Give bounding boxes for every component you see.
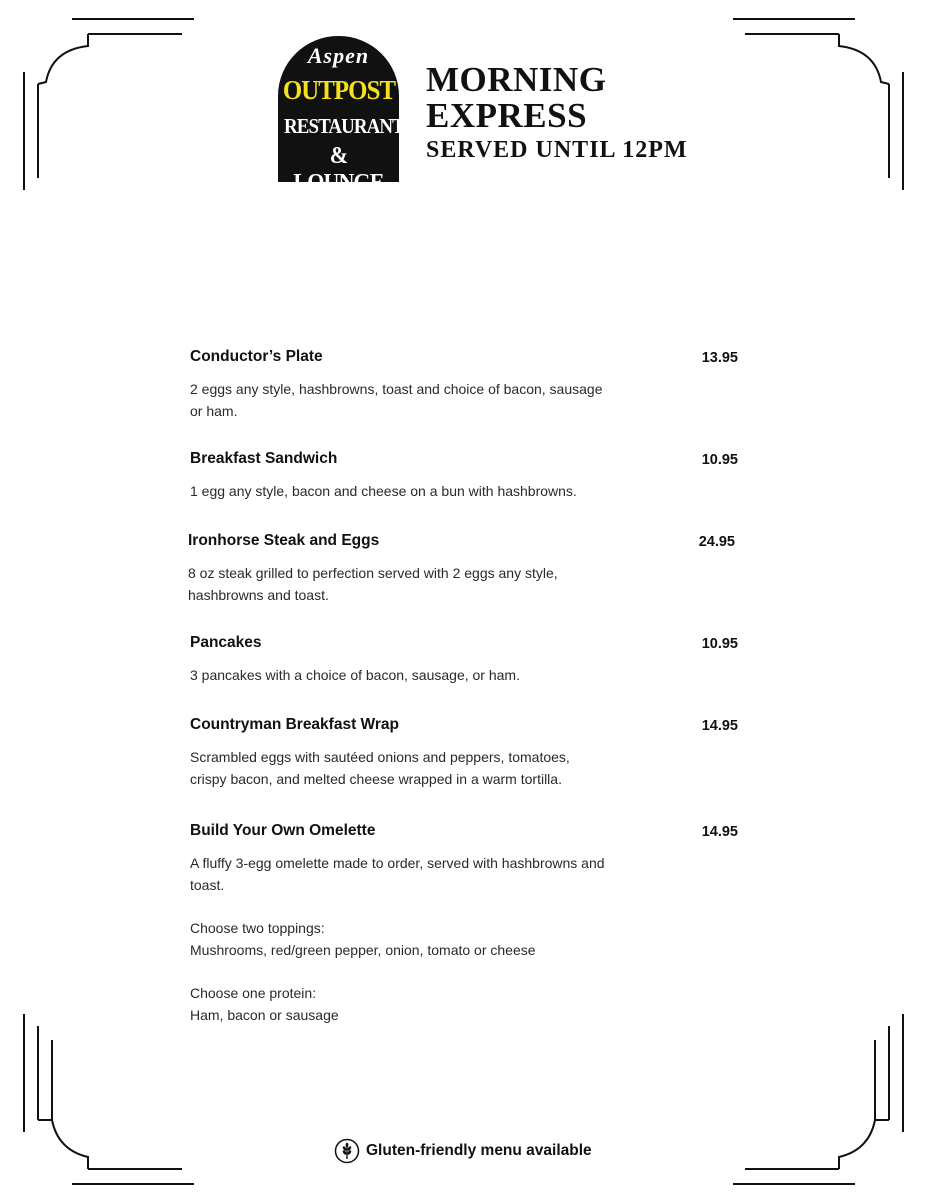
- omelette-toppings: [190, 917, 738, 961]
- menu-item-name: Pancakes: [190, 634, 262, 651]
- menu-title-line-1: MORNING: [426, 60, 607, 99]
- menu-item: [190, 716, 738, 790]
- menu-item-price: 10.95: [701, 636, 738, 652]
- menu-item: [190, 348, 738, 422]
- menu-item: [190, 822, 738, 1026]
- logo-line-restaurant: RESTAURANT: [284, 114, 404, 138]
- menu-item-description: 8 oz steak grilled to perfection served with 2 eggs any style, hashbrowns and toast.: [188, 565, 558, 603]
- menu-item: [190, 634, 738, 686]
- toppings-options: Mushrooms, red/green pepper, onion, tomato or cheese: [190, 942, 536, 958]
- logo-line-aspen: Aspen: [307, 43, 370, 68]
- wheat-icon: [334, 1138, 360, 1164]
- menu-item-price: 13.95: [701, 350, 738, 366]
- menu-item-description: A fluffy 3-egg omelette made to order, served with hashbrowns and toast.: [190, 855, 605, 893]
- menu-item-name: Build Your Own Omelette: [190, 822, 376, 839]
- protein-options: Ham, bacon or sausage: [190, 1007, 339, 1023]
- toppings-label: Choose two toppings:: [190, 920, 325, 936]
- menu-item-price: 14.95: [701, 718, 738, 734]
- logo-line-lounge: & LOUNGE: [293, 143, 384, 196]
- gluten-friendly-text: Gluten-friendly menu available: [366, 1142, 592, 1159]
- menu-item-price: 24.95: [698, 534, 735, 550]
- omelette-protein: [190, 982, 738, 1026]
- menu-item-description: Scrambled eggs with sautéed onions and peppers, tomatoes, crispy bacon, and melted cheese wrapped in a warm tortilla.: [190, 749, 570, 787]
- menu-item-description: 3 pancakes with a choice of bacon, sausage, or ham.: [190, 667, 520, 683]
- restaurant-logo: [278, 36, 404, 196]
- gluten-friendly-note: [334, 1137, 592, 1165]
- menu-item-price: 14.95: [701, 824, 738, 840]
- menu-item-name: Conductor’s Plate: [190, 348, 323, 365]
- menu-subtitle: SERVED UNTIL 12PM: [426, 137, 688, 163]
- menu-item-description: 2 eggs any style, hashbrowns, toast and choice of bacon, sausage or ham.: [190, 381, 603, 419]
- menu-item-name: Countryman Breakfast Wrap: [190, 716, 400, 733]
- protein-label: Choose one protein:: [190, 985, 317, 1001]
- menu-title-line-2: EXPRESS: [426, 96, 588, 135]
- menu-item: [190, 450, 738, 502]
- logo-line-outpost: OUTPOST: [282, 75, 396, 105]
- menu-item-name: Ironhorse Steak and Eggs: [188, 532, 380, 549]
- menu-heading: [426, 62, 688, 164]
- menu-item-description: 1 egg any style, bacon and cheese on a bun with hashbrowns.: [190, 483, 577, 499]
- menu-item-price: 10.95: [701, 452, 738, 468]
- menu-item-name: Breakfast Sandwich: [190, 450, 338, 467]
- menu-item: [188, 532, 735, 606]
